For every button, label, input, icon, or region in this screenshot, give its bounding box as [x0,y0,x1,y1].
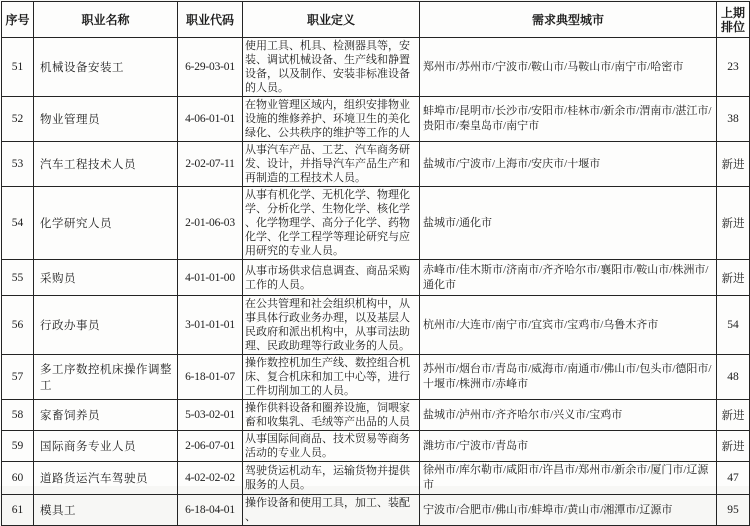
definition-cell: 操作供料设备和圈养设施，饲喂家畜和收集乳、毛绒等产出品的人员 [243,400,420,431]
occupation-code-cell: 4-06-01-01 [178,97,243,142]
serial-cell: 56 [2,296,34,355]
cities-cell: 赤峰市/佳木斯市/济南市/齐齐哈尔市/襄阳市/鞍山市/株洲市/通化市 [420,260,717,296]
occupation-name-cell: 道路货运汽车驾驶员 [34,462,178,495]
occupation-name-cell: 家畜饲养员 [34,400,178,431]
definition-cell: 从事市场供求信息调查、商品采购工作的人员。 [243,260,420,296]
rank-cell: 54 [717,296,750,355]
table-row [2,495,750,526]
definition-cell: 从事汽车产品、工艺、汽车商务研发、设计，并指导汽车产品生产和再制造的工程技术人员。 [243,142,420,187]
serial-cell: 55 [2,260,34,296]
occupation-code-cell: 6-29-03-01 [178,38,243,97]
cities-cell: 盐城市/泸州市/齐齐哈尔市/兴义市/宝鸡市 [420,400,717,431]
table-row [2,142,750,187]
serial-cell: 58 [2,400,34,431]
occupation-code-cell: 3-01-01-01 [178,296,243,355]
occupation-code-cell: 2-01-06-03 [178,187,243,260]
occupation-code-cell: 5-03-02-01 [178,400,243,431]
serial-cell: 52 [2,97,34,142]
rank-cell: 新进 [717,400,750,431]
occupation-name-cell: 采购员 [34,260,178,296]
cities-cell: 宁波市/合肥市/佛山市/蚌埠市/黄山市/湘潭市/辽源市 [420,495,717,526]
definition-cell: 从事有机化学、无机化学、物理化学、分析化学、生物化学、核化学、化学物理学、高分子化学、药物化学、化学工程学等理论研究与应用研究的专业人员。 [243,187,420,260]
serial-cell: 57 [2,355,34,400]
serial-cell: 60 [2,462,34,495]
occupation-code-cell: 6-18-04-01 [178,495,243,526]
occupation-name-cell: 国际商务专业人员 [34,431,178,462]
header-serial: 序号 [2,2,34,38]
document-page [0,1,750,523]
table-row [2,400,750,431]
header-occupation-name: 职业名称 [34,2,178,38]
occupation-rank-table [1,1,750,526]
header-cities: 需求典型城市 [420,2,717,38]
occupation-code-cell: 4-01-01-00 [178,260,243,296]
definition-cell: 在公共管理和社会组织机构中，从事具体行政业务办理，以及基层人民政府和派出机构中，从事司法助理、民政助理等行政业务的人员。 [243,296,420,355]
cities-cell: 徐州市/库尔勒市/咸阳市/许昌市/郑州市/新余市/厦门市/辽源市 [420,462,717,495]
occupation-name-cell: 模具工 [34,495,178,526]
table-row [2,97,750,142]
rank-cell: 47 [717,462,750,495]
cities-cell: 潍坊市/宁波市/青岛市 [420,431,717,462]
rank-cell: 38 [717,97,750,142]
cities-cell: 盐城市/宁波市/上海市/安庆市/十堰市 [420,142,717,187]
definition-cell: 从事国际间商品、技术贸易等商务活动的专业人员。 [243,431,420,462]
table-row [2,462,750,495]
cities-cell: 蚌埠市/昆明市/长沙市/安阳市/桂林市/新余市/渭南市/湛江市/贵阳市/秦皇岛市/南宁市 [420,97,717,142]
occupation-name-cell: 机械设备安装工 [34,38,178,97]
serial-cell: 53 [2,142,34,187]
occupation-name-cell: 行政办事员 [34,296,178,355]
occupation-name-cell: 化学研究人员 [34,187,178,260]
header-occupation-code: 职业代码 [178,2,243,38]
cities-cell: 郑州市/苏州市/宁波市/鞍山市/马鞍山市/南宁市/哈密市 [420,38,717,97]
rank-cell: 95 [717,495,750,526]
rank-cell: 新进 [717,142,750,187]
definition-cell: 驾驶货运机动车，运输货物并提供服务的人员。 [243,462,420,495]
table-row [2,260,750,296]
table-row [2,296,750,355]
table-row [2,38,750,97]
rank-cell: 48 [717,355,750,400]
serial-cell: 59 [2,431,34,462]
occupation-name-cell: 物业管理员 [34,97,178,142]
table-row [2,431,750,462]
serial-cell: 61 [2,495,34,526]
serial-cell: 54 [2,187,34,260]
rank-cell: 23 [717,38,750,97]
header-prev-rank: 上期排位 [717,2,750,38]
definition-cell: 使用工具、机具、检测器具等，安装、调试机械设备、生产线和静置设备，以及制作、安装非标准设备的人员。 [243,38,420,97]
definition-cell: 在物业管理区域内，组织安排物业设施的维修养护、环境卫生的美化绿化、公共秩序的维护等工作的人 [243,97,420,142]
occupation-name-cell: 多工序数控机床操作调整工 [34,355,178,400]
table-row [2,187,750,260]
cities-cell: 盐城市/通化市 [420,187,717,260]
rank-cell: 新进 [717,260,750,296]
cities-cell: 苏州市/烟台市/青岛市/威海市/南通市/佛山市/包头市/德阳市/十堰市/株洲市/赤峰市 [420,355,717,400]
occupation-code-cell: 4-02-02-02 [178,462,243,495]
rank-cell: 新进 [717,187,750,260]
definition-cell: 操作设备和使用工具，加工、装配、 [243,495,420,526]
definition-cell: 操作数控机加生产线、数控组合机床、复合机床和加工中心等，进行工件切削加工的人员。 [243,355,420,400]
occupation-code-cell: 2-06-07-01 [178,431,243,462]
cities-cell: 杭州市/大连市/南宁市/宜宾市/宝鸡市/乌鲁木齐市 [420,296,717,355]
header-definition: 职业定义 [243,2,420,38]
serial-cell: 51 [2,38,34,97]
occupation-code-cell: 6-18-01-07 [178,355,243,400]
header-row [2,2,750,38]
rank-cell: 新进 [717,431,750,462]
occupation-name-cell: 汽车工程技术人员 [34,142,178,187]
occupation-code-cell: 2-02-07-11 [178,142,243,187]
table-row [2,355,750,400]
